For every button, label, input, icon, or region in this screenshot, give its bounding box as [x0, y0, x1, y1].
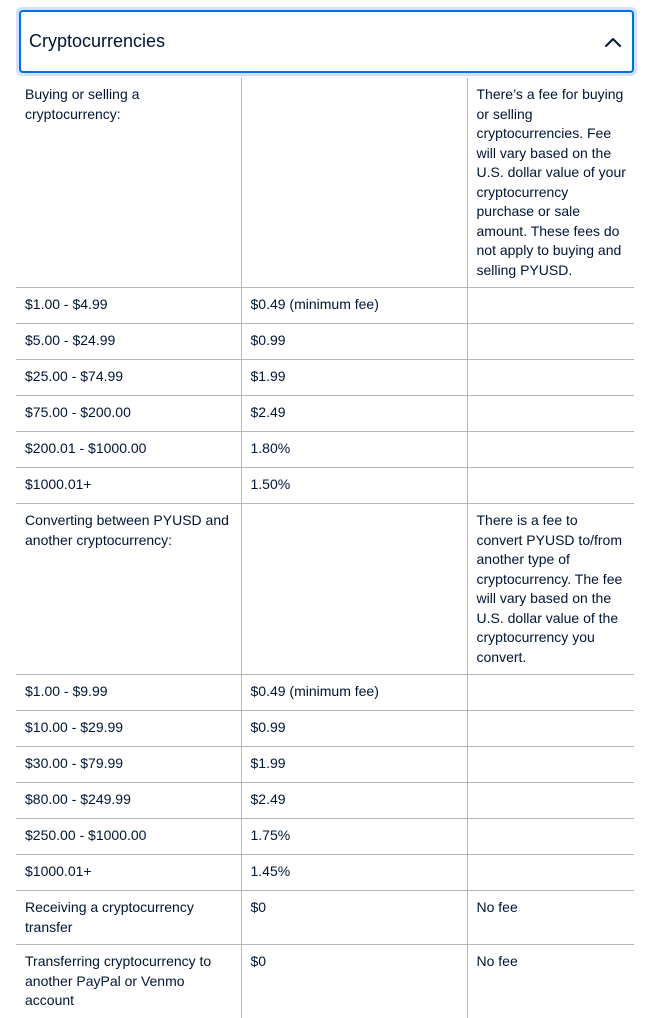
table-row-section: [16, 945, 634, 1018]
row-note: There is a fee to convert PYUSD to/from another type of cryptocurrency. The fee will vary based on the U.S. dollar value of the cryptocurrency you convert.: [467, 504, 634, 675]
row-fee: [241, 78, 467, 288]
tier-note-empty: [467, 432, 634, 468]
row-note: No fee: [467, 945, 634, 1018]
table-row-tier: [16, 324, 634, 360]
tier-fee: $1.99: [241, 360, 467, 396]
row-note: There’s a fee for buying or selling cryptocurrencies. Fee will vary based on the U.S. dollar value of your cryptocurrency purchase or sale amount. These fees do not apply to buying and selling PYUSD.: [467, 78, 634, 288]
tier-fee: $0.99: [241, 324, 467, 360]
tier-range: $200.01 - $1000.00: [16, 432, 241, 468]
tier-note-empty: [467, 396, 634, 432]
tier-range: $80.00 - $249.99: [16, 783, 241, 819]
tier-range: $5.00 - $24.99: [16, 324, 241, 360]
row-fee: $0: [241, 945, 467, 1018]
crypto-fee-table: [16, 78, 634, 1018]
cryptocurrencies-accordion-toggle[interactable]: [19, 10, 634, 73]
tier-fee: $2.49: [241, 783, 467, 819]
table-row-tier: [16, 783, 634, 819]
table-row-tier: [16, 747, 634, 783]
table-row-tier: [16, 288, 634, 324]
row-note: No fee: [467, 891, 634, 945]
tier-note-empty: [467, 360, 634, 396]
tier-range: $1000.01+: [16, 468, 241, 504]
tier-range: $10.00 - $29.99: [16, 711, 241, 747]
row-label: Receiving a cryptocurrency transfer: [16, 891, 241, 945]
tier-range: $75.00 - $200.00: [16, 396, 241, 432]
tier-range: $1.00 - $9.99: [16, 675, 241, 711]
table-row-tier: [16, 432, 634, 468]
table-row-tier: [16, 675, 634, 711]
tier-range: $30.00 - $79.99: [16, 747, 241, 783]
row-label: Buying or selling a cryptocurrency:: [16, 78, 241, 288]
table-row-section: [16, 78, 634, 288]
tier-range: $1.00 - $4.99: [16, 288, 241, 324]
table-row-tier: [16, 360, 634, 396]
row-label: Converting between PYUSD and another cryptocurrency:: [16, 504, 241, 675]
tier-note-empty: [467, 288, 634, 324]
tier-range: $1000.01+: [16, 855, 241, 891]
tier-fee: 1.80%: [241, 432, 467, 468]
tier-fee: 1.50%: [241, 468, 467, 504]
accordion-title: Cryptocurrencies: [29, 31, 166, 51]
table-row-section: [16, 891, 634, 945]
tier-fee: 1.45%: [241, 855, 467, 891]
table-row-tier: [16, 711, 634, 747]
tier-fee: $0.99: [241, 711, 467, 747]
tier-range: $250.00 - $1000.00: [16, 819, 241, 855]
tier-fee: $1.99: [241, 747, 467, 783]
table-row-tier: [16, 855, 634, 891]
tier-fee: $2.49: [241, 396, 467, 432]
tier-fee: $0.49 (minimum fee): [241, 675, 467, 711]
tier-range: $25.00 - $74.99: [16, 360, 241, 396]
tier-note-empty: [467, 747, 634, 783]
tier-note-empty: [467, 675, 634, 711]
tier-note-empty: [467, 324, 634, 360]
tier-note-empty: [467, 819, 634, 855]
table-row-tier: [16, 468, 634, 504]
table-row-tier: [16, 819, 634, 855]
table-row-tier: [16, 396, 634, 432]
tier-note-empty: [467, 711, 634, 747]
row-fee: [241, 504, 467, 675]
row-fee: $0: [241, 891, 467, 945]
accordion-focus-ring: [16, 7, 637, 76]
tier-note-empty: [467, 855, 634, 891]
chevron-up-icon[interactable]: [602, 31, 624, 53]
row-label: Transferring cryptocurrency to another PayPal or Venmo account: [25, 953, 212, 1008]
tier-note-empty: [467, 468, 634, 504]
tier-fee: 1.75%: [241, 819, 467, 855]
table-row-section: [16, 504, 634, 675]
tier-note-empty: [467, 783, 634, 819]
tier-fee: $0.49 (minimum fee): [241, 288, 467, 324]
